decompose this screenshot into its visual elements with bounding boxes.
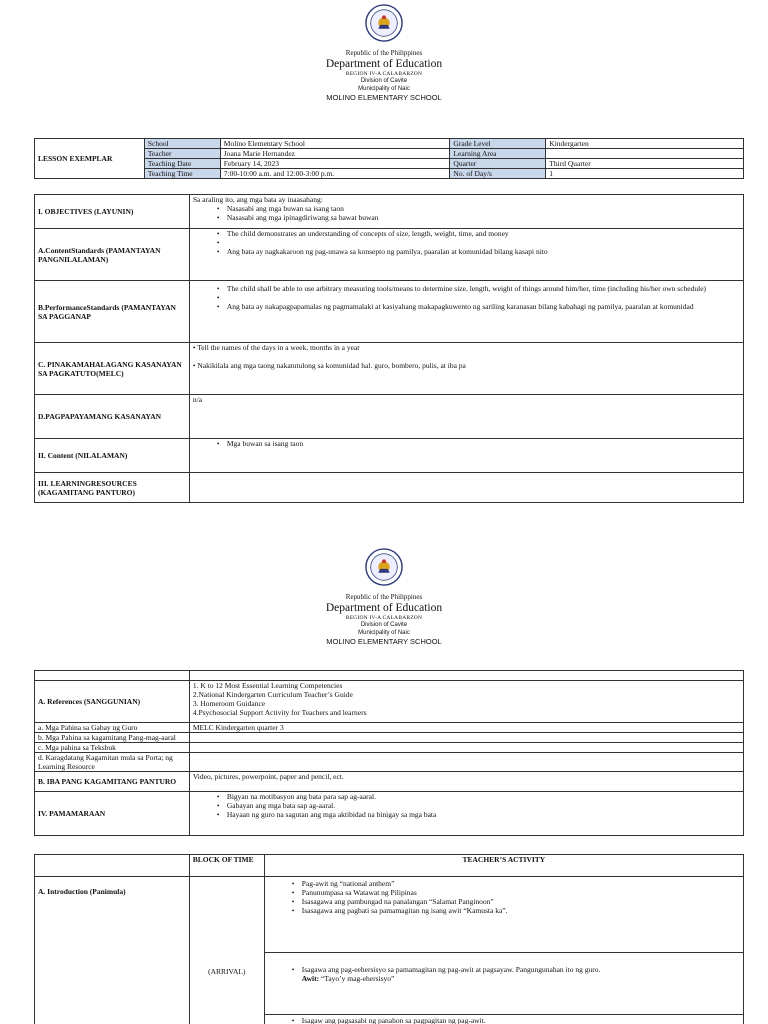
quarter-value: Third Quarter	[546, 159, 744, 169]
division-text: Division of Cavite	[360, 622, 408, 628]
school-value: Molino Elementary School	[220, 139, 450, 149]
reference-line: 2.National Kindergarten Curriculum Teacher’s Guide	[192, 690, 353, 699]
pamamaraan-item: • Bigyan na motibasyon ang bata para sap ag-aaral.	[227, 792, 740, 801]
pamamaraan-item: • Hayaan ng guro na sagutan ang mga aktibidad na binigay sa mga bata	[227, 810, 740, 819]
pamamaraan-item: • Gabayan ang mga bata sap ag-aaral.	[227, 801, 740, 810]
ref-row-value	[189, 733, 743, 743]
blank-cell	[35, 855, 190, 877]
time-label: Teaching Time	[144, 169, 220, 179]
objectives-cell	[189, 195, 743, 229]
blank-cell	[35, 671, 190, 681]
area-label: Learning Area	[450, 149, 546, 159]
exercise-text: Isagawa ang pag-eehersisyo sa pamamagitan ng pag-awit at pagsayaw. Pangungunahan ito ng guro.	[301, 965, 601, 974]
region-text: REGION IV-A CALABARZON	[345, 615, 423, 621]
awit-value: “Tayo’y mag-ehersisyo”	[319, 974, 395, 983]
references-table	[34, 670, 744, 836]
intro-item: • Isasagawa ang pagbati sa pamamagitan ng isang awit “Kamusta ka”.	[302, 906, 740, 915]
teachers-activity-header: TEACHER’S ACTIVITY	[264, 855, 743, 877]
iba-pang-label: B. IBA PANG KAGAMITANG PANTURO	[35, 772, 190, 792]
performance-standards-cell	[189, 281, 743, 343]
arrival-block: (ARRIVAL)	[189, 877, 264, 1024]
intro-item: • Isasagawa ang pambungad na panalangan “Salamat Panginoon”	[302, 897, 740, 906]
intro-item: • Panunumpasa sa Watawat ng Pilipinas	[302, 888, 740, 897]
ref-row-label: b. Mga Pahina sa kagamitang Pang-mag-aaral	[35, 733, 190, 743]
page1-header	[0, 4, 768, 102]
exercise-item	[302, 965, 740, 983]
school-text: MOLINO ELEMENTARY SCHOOL	[326, 93, 442, 102]
performance-standards-label: B.PerformanceStandards (PAMANTAYAN SA PAGGANAP	[35, 281, 190, 343]
content-standards-label: A.ContentStandards (PAMANTAYAN PANGNILALAMAN)	[35, 229, 190, 281]
time-value: 7:00-10:00 a.m. and 12:00-3:00 p.m.	[220, 169, 450, 179]
blank-cell	[189, 671, 743, 681]
objective-item: • Nasasabi ang mga ipinagdiriwang sa bawat buwan	[227, 213, 740, 222]
ref-row-label: c. Mga pahina sa Teksbuk	[35, 743, 190, 753]
school-text: MOLINO ELEMENTARY SCHOOL	[326, 637, 442, 646]
pamamaraan-cell	[189, 792, 743, 836]
awit-label: Awit:	[301, 974, 320, 983]
references-label: A. References (SANGGUNIAN)	[35, 681, 190, 723]
area-value	[546, 149, 744, 159]
introduction-label: A. Introduction (Panimula)	[35, 877, 190, 1024]
weather-activity-cell	[264, 1015, 743, 1024]
reference-line: 4.Psychosocial Support Activity for Teachers and learners	[192, 708, 367, 717]
content-standard-item: • The child demonstrates an understanding of concepts of size, length, weight, time, and money	[227, 229, 740, 238]
objectives-table	[34, 194, 744, 503]
republic-text: Republic of the Philippines	[345, 593, 423, 601]
deped-seal-icon	[365, 4, 403, 42]
region-text: REGION IV-A CALABARZON	[345, 71, 423, 77]
learning-resources-cell	[189, 473, 743, 503]
melc-cell	[189, 343, 743, 395]
ref-row-value	[189, 753, 743, 772]
date-value: February 14, 2023	[220, 159, 450, 169]
block-of-time-header: BLOCK OF TIME	[189, 855, 264, 877]
intro-activity-cell	[264, 877, 743, 953]
grade-label: Grade Level	[450, 139, 546, 149]
performance-standard-item: • Ang bata ay nakapagpapamalas ng pagmamalaki at kasiyahang makapagkuwento ng sariling karanasan bilang kabahagi ng pamilya, paaralan at komunidad	[227, 302, 740, 311]
iba-pang-value: Video, pictures, powerpoint, paper and pencil, ect.	[189, 772, 743, 792]
lesson-info-table	[34, 138, 744, 179]
teacher-value: Joana Marie Hernandez	[220, 149, 450, 159]
ref-row-label: a. Mga Pahina sa Gabay ng Guro	[35, 723, 190, 733]
learning-resources-label: III. LEARNINGRESOURCES (KAGAMITANG PANTURO)	[35, 473, 190, 503]
lesson-exemplar-label: LESSON EXEMPLAR	[35, 139, 145, 179]
performance-standard-item: • The child shall be able to use arbitrary measuring tools/means to determine size, length, weight of things around him/her, time (including his/her own schedule)	[227, 284, 740, 293]
ref-row-value	[189, 743, 743, 753]
activity-table	[34, 854, 744, 1024]
objectives-label: I. OBJECTIVES (LAYUNIN)	[35, 195, 190, 229]
content-item: • Mga buwan sa isang taon	[227, 439, 740, 448]
pamamaraan-label: IV. PAMAMARAAN	[35, 792, 190, 836]
grade-value: Kindergarten	[546, 139, 744, 149]
melc-label: C. PINAKAMAHALAGANG KASANAYAN SA PAGKATUTO(MELC)	[35, 343, 190, 395]
content-label: II. Content (NILALAMAN)	[35, 439, 190, 473]
department-title: Department of Education	[325, 58, 443, 70]
page2-header	[0, 548, 768, 646]
days-label: No. of Day/s	[450, 169, 546, 179]
pagpapayamang-label: D.PAGPAPAYAMANG KASANAYAN	[35, 395, 190, 439]
objectives-intro: Sa araling ito, ang mga bata ay inaasahang:	[192, 195, 323, 204]
content-standard-item: • Ang bata ay nagkakaroon ng pag-unawa sa konsepto ng pamilya, paaralan at komunidad bilang kasapi nito	[227, 247, 740, 256]
intro-item: • Pag-awit ng “national anthem”	[302, 879, 740, 888]
teacher-label: Teacher	[144, 149, 220, 159]
references-cell	[189, 681, 743, 723]
melc-line: • Nakikilala ang mga taong nakatutulong sa komunidad hal. guro, bombero, pulis, at iba pa	[192, 361, 466, 370]
ref-row-label: d. Karagdatang Kagamitan mula sa Porta; ng Learning Resource	[35, 753, 190, 772]
melc-line: • Tell the names of the days in a week, months in a year	[192, 343, 360, 352]
exercise-activity-cell	[264, 953, 743, 1015]
municipality-text: Municipality of Naic	[358, 630, 410, 636]
division-text: Division of Cavite	[360, 78, 408, 84]
deped-seal-icon	[365, 548, 403, 586]
reference-line: 1. K to 12 Most Essential Learning Competencies	[192, 681, 343, 690]
reference-line: 3. Homeroom Guidance	[192, 699, 266, 708]
content-cell	[189, 439, 743, 473]
pagpapayamang-value: n/a	[189, 395, 743, 439]
content-standards-cell	[189, 229, 743, 281]
weather-item: • Isagaw ang pagsasabi ng panahon sa pagpagitan ng pag-awit.	[302, 1016, 740, 1024]
ref-row-value: MELC Kindergarten quarter 3	[189, 723, 743, 733]
objective-item: • Nasasabi ang mga buwan sa isang taon	[227, 204, 740, 213]
republic-text: Republic of the Philippines	[345, 49, 423, 57]
date-label: Teaching Date	[144, 159, 220, 169]
school-label: School	[144, 139, 220, 149]
department-title: Department of Education	[325, 602, 443, 614]
quarter-label: Quarter	[450, 159, 546, 169]
days-value: 1	[546, 169, 744, 179]
municipality-text: Municipality of Naic	[358, 86, 410, 92]
